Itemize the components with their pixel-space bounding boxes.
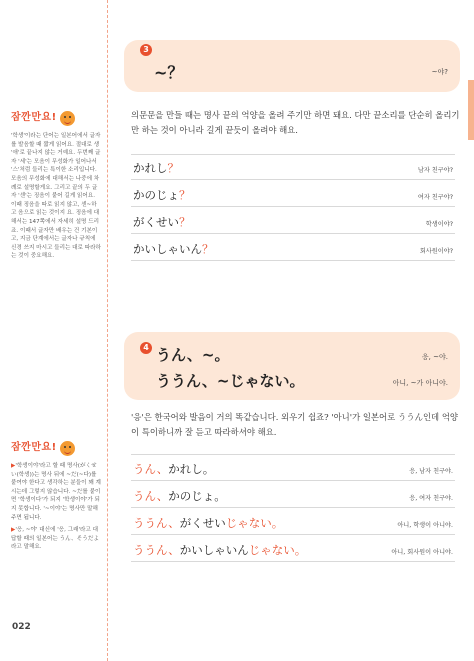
sidebar-note-2 [11, 438, 101, 552]
korean-translation: 응, 남자 친구야. [409, 468, 453, 475]
japanese-sentence: うん、かれし。 [133, 462, 215, 476]
bullet-icon: ▶ [11, 527, 16, 534]
japanese-sentence: かいしゃいん？ [133, 242, 214, 256]
example-row [131, 158, 455, 180]
example-row [131, 185, 455, 207]
mascot-icon [60, 111, 75, 126]
note-text: '학생이야'라고 할 때 명사(がくせい(학생))는 명사 뒤에 ~だ(~다)를 붙여야 한다고 생각하는 분들이 꽤 계시는데 그렇지 않습니다. ~だ를 붙이면 '학생이다'가 되지 '학생이야'가 되지 못합니다. '~이야'는 명사만 말해주면 됩니다. [11, 463, 101, 521]
section-title: ううん、~じゃない。 [156, 372, 305, 390]
note-item [11, 526, 101, 552]
section-3-header [124, 40, 460, 92]
korean-translation: 남자 친구야? [417, 167, 453, 174]
section-title: うん、~。 [156, 346, 230, 364]
sidebar-divider [107, 0, 108, 661]
section-title: ~？ [154, 63, 184, 82]
section-translation: ~야? [431, 68, 448, 76]
japanese-sentence: がくせい？ [133, 215, 191, 229]
note-text: '학생'이라는 단어는 일본어에서 글자를 발음할 때 짧게 읽어요. 절대로 생 '애'로 끝나지 않는 거예요. 두번째 글자 '세'는 모음이 무성화가 일어나서 '스'처럼 들리는 특이한 소리입니다. 모음의 무성화에 대해서는 나중에 차례로 설명할게요. 그리고 끝의 두 글자 '센'는 징음이 붙어 길게 읽어요. 이때 징음을 따로 읽지 않고, 센~하고 음으로 읽는 것이지 요. 징음에 대해서는 147쪽에서 자세히 설명 드리죠. 이때서 글자만 배우는 건 기본이고, 지금 단계에서는 글자나 규칙에 신경 쓰지 마시고 들리는 대로 따라하는 것이 중요해요. [11, 133, 101, 260]
example-row [131, 459, 455, 481]
section-translation: 아니, ~가 아니야. [392, 379, 448, 387]
korean-translation: 회사원이야? [419, 248, 453, 255]
korean-translation: 아니, 학생이 아니야. [397, 522, 453, 529]
section-number-badge: 3 [140, 44, 152, 56]
section-4-explanation: '응'은 한국어와 발음이 거의 똑같습니다. 외우기 쉽죠? '아니'가 일본어로 ううん인데 억양이 특이하니까 잘 듣고 따라하셔야 해요. [131, 412, 458, 437]
korean-translation: 학생이야? [425, 221, 453, 228]
sidebar-note-1 [11, 108, 101, 261]
section-translation: 응, ~야. [421, 353, 448, 361]
section-4-header [124, 332, 460, 400]
bullet-icon: ▶ [11, 463, 16, 469]
page-edge-tab [468, 80, 474, 140]
example-row [131, 513, 455, 535]
mascot-icon [60, 441, 75, 456]
japanese-sentence: うん、かのじょ。 [133, 489, 226, 503]
example-row [131, 486, 455, 508]
japanese-sentence: かのじょ？ [133, 188, 191, 202]
korean-translation: 여자 친구야? [417, 194, 453, 201]
table-top-rule [131, 454, 455, 455]
korean-translation: 응, 여자 친구야. [409, 495, 453, 502]
japanese-sentence: かれし？ [133, 161, 179, 175]
korean-translation: 아니, 회사원이 아니야. [391, 549, 453, 556]
note-text: '응, ~야' 대신에 '응, 그래'라고 대답할 때의 일본어는 うん、そうだよ라고 말해요. [11, 527, 100, 551]
note-title: 잠깐만요! [11, 441, 57, 453]
note-item [11, 462, 101, 522]
japanese-sentence: ううん、かいしゃいんじゃない。 [133, 543, 307, 557]
note-title: 잠깐만요! [11, 111, 57, 123]
japanese-sentence: ううん、がくせいじゃない。 [133, 516, 284, 530]
page-number: 022 [12, 622, 31, 632]
section-3-explanation: 의문문을 만들 때는 명사 끝의 억양을 올려 주기만 하면 돼요. 다만 끝소리를 단순히 올리기만 하는 것이 아니라 길게 끝듯이 올려야 해요. [131, 110, 460, 135]
table-top-rule [131, 154, 455, 155]
example-row [131, 540, 455, 562]
example-row [131, 212, 455, 234]
section-number-badge: 4 [140, 342, 152, 354]
example-row [131, 239, 455, 261]
